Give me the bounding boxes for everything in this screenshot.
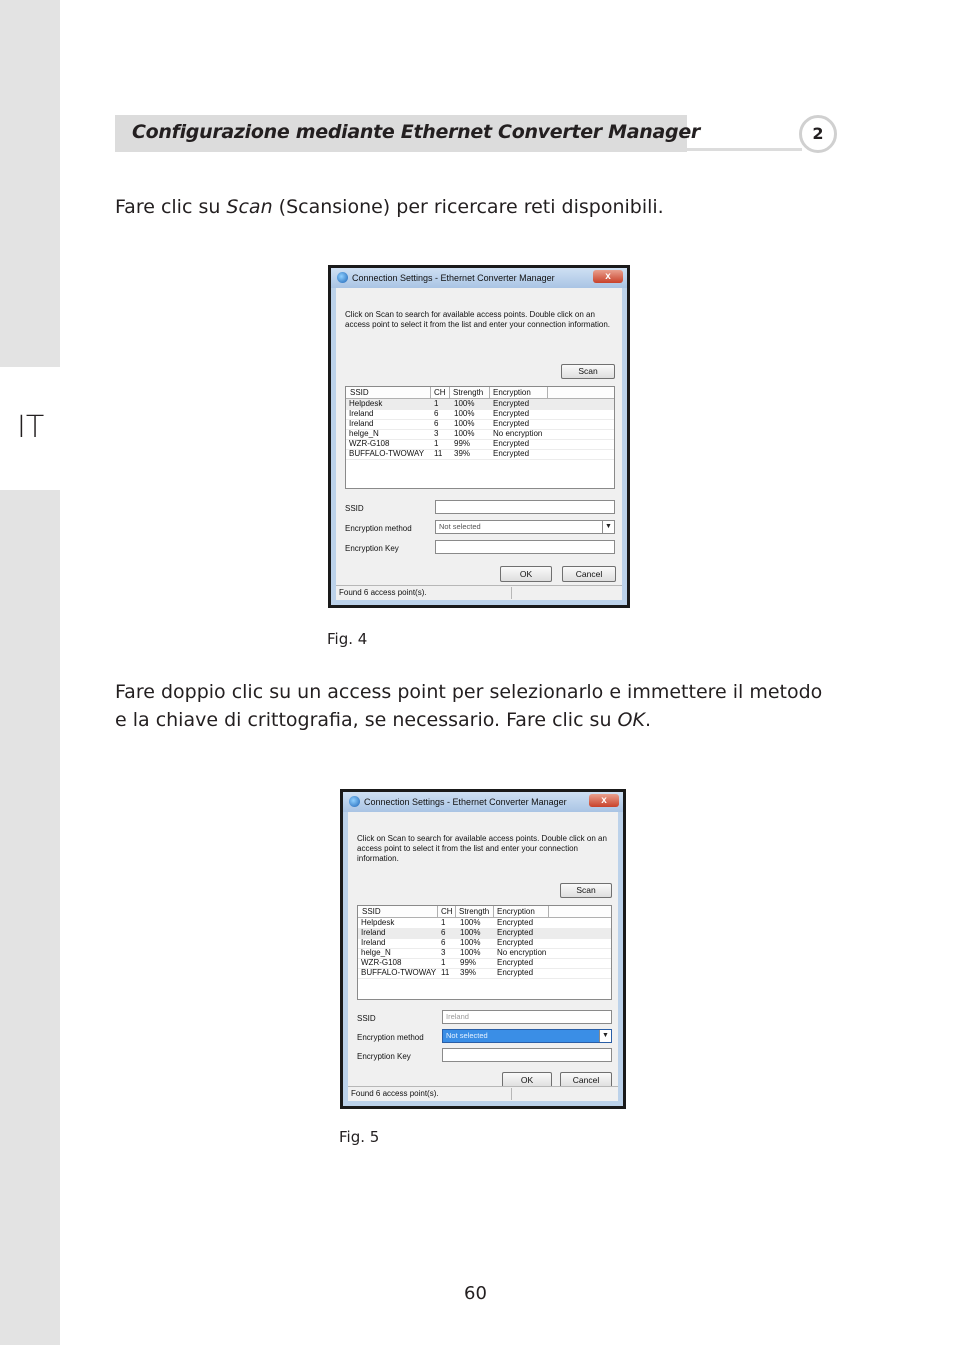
paragraph-double-click-emphasis: OK — [617, 709, 645, 731]
scan-button[interactable]: Scan — [560, 883, 612, 898]
ssid-label: SSID — [357, 1014, 376, 1023]
status-text: Found 6 access point(s). — [339, 588, 427, 597]
row-encryption: No encryption — [497, 948, 547, 957]
row-ssid: helge_N — [349, 429, 379, 438]
row-ch: 6 — [441, 938, 446, 947]
encryption-key-input[interactable] — [442, 1048, 612, 1062]
language-tab-label: IT — [17, 410, 45, 445]
row-strength: 100% — [454, 429, 475, 438]
row-ch: 1 — [434, 439, 439, 448]
paragraph-scan-emphasis: Scan — [226, 196, 273, 218]
column-ssid[interactable]: SSID — [362, 907, 381, 916]
row-strength: 39% — [460, 968, 477, 977]
row-ssid: Ireland — [361, 928, 386, 937]
chapter-badge: 2 — [799, 115, 837, 153]
chevron-down-icon[interactable]: ▼ — [599, 1030, 611, 1042]
row-encryption: Encrypted — [493, 399, 530, 408]
encryption-method-select[interactable] — [435, 520, 615, 534]
row-ch: 1 — [441, 918, 446, 927]
row-ssid: BUFFALO-TWOWAY — [361, 968, 437, 977]
status-bar — [348, 1086, 618, 1101]
scan-button[interactable]: Scan — [561, 364, 615, 379]
row-ch: 3 — [434, 429, 439, 438]
encryption-key-label: Encryption Key — [345, 544, 399, 553]
row-ch: 11 — [434, 449, 443, 458]
row-strength: 39% — [454, 449, 471, 458]
row-strength: 99% — [460, 958, 477, 967]
row-strength: 100% — [460, 928, 481, 937]
ssid-input[interactable] — [435, 500, 615, 514]
close-button[interactable]: x — [593, 270, 623, 283]
ssid-label: SSID — [345, 504, 364, 513]
row-ch: 1 — [441, 958, 446, 967]
encryption-key-input[interactable] — [435, 540, 615, 554]
paragraph-double-click-text-end: . — [644, 709, 652, 731]
figure-5-caption: Fig. 5 — [339, 1128, 380, 1146]
status-text: Found 6 access point(s). — [351, 1089, 439, 1098]
page-number: 60 — [464, 1283, 487, 1304]
dialog-instructions: Click on Scan to search for available access points. Double click on an access point to select it from the list and enter your connection information. — [345, 310, 611, 329]
column-encryption[interactable]: Encryption — [497, 907, 535, 916]
chevron-down-icon[interactable]: ▼ — [602, 521, 614, 533]
list-header — [346, 387, 614, 399]
paragraph-double-click — [115, 678, 835, 734]
column-ch[interactable]: CH — [441, 907, 453, 916]
encryption-key-label: Encryption Key — [357, 1052, 411, 1061]
row-ch: 11 — [441, 968, 450, 977]
column-ch[interactable]: CH — [434, 388, 446, 397]
cancel-button[interactable]: Cancel — [562, 566, 616, 582]
paragraph-scan-text-end: (Scansione) per ricercare reti disponibili. — [272, 196, 664, 218]
row-ssid: BUFFALO-TWOWAY — [349, 449, 425, 458]
row-ssid: Ireland — [349, 419, 374, 428]
row-strength: 100% — [454, 409, 475, 418]
ssid-input[interactable]: Ireland — [442, 1010, 612, 1024]
row-ch: 1 — [434, 399, 439, 408]
row-ch: 6 — [434, 419, 439, 428]
dialog-title: Connection Settings - Ethernet Converter Manager — [364, 797, 567, 807]
row-encryption: Encrypted — [493, 439, 530, 448]
table-row[interactable] — [346, 449, 614, 460]
figure-5-screenshot — [340, 789, 626, 1109]
section-header-rule — [687, 148, 802, 151]
row-ssid: Helpdesk — [361, 918, 395, 927]
row-encryption: Encrypted — [497, 928, 534, 937]
ok-button[interactable]: OK — [502, 1072, 552, 1088]
encryption-method-select[interactable] — [442, 1029, 612, 1043]
row-strength: 100% — [460, 918, 481, 927]
column-strength[interactable]: Strength — [459, 907, 490, 916]
dialog-titlebar — [343, 792, 623, 812]
side-tab-top — [0, 0, 60, 367]
section-title: Configurazione mediante Ethernet Converter Manager — [132, 121, 701, 143]
encryption-method-value: Not selected — [446, 1031, 488, 1040]
row-ssid: Ireland — [361, 938, 386, 947]
row-encryption: Encrypted — [497, 918, 534, 927]
dialog-titlebar — [331, 268, 627, 288]
row-encryption: No encryption — [493, 429, 543, 438]
row-ssid: WZR-G108 — [361, 958, 402, 967]
connection-settings-dialog — [343, 792, 623, 1106]
dialog-title: Connection Settings - Ethernet Converter Manager — [352, 273, 555, 283]
app-globe-icon — [349, 796, 360, 807]
row-encryption: Encrypted — [493, 419, 530, 428]
table-row[interactable] — [358, 968, 611, 979]
row-encryption: Encrypted — [497, 968, 534, 977]
list-header — [358, 906, 611, 918]
connection-settings-dialog — [331, 268, 627, 605]
dialog-client-area — [348, 812, 618, 1101]
row-strength: 100% — [454, 419, 475, 428]
row-encryption: Encrypted — [497, 958, 534, 967]
cancel-button[interactable]: Cancel — [560, 1072, 612, 1088]
figure-4-screenshot — [328, 265, 630, 608]
row-ssid: helge_N — [361, 948, 391, 957]
encryption-method-label: Encryption method — [357, 1033, 424, 1042]
column-strength[interactable]: Strength — [453, 388, 484, 397]
paragraph-scan-text: Fare clic su — [115, 196, 227, 218]
row-ssid: Ireland — [349, 409, 374, 418]
figure-4-caption: Fig. 4 — [327, 630, 368, 648]
row-ssid: Helpdesk — [349, 399, 383, 408]
row-strength: 99% — [454, 439, 471, 448]
ok-button[interactable]: OK — [500, 566, 552, 582]
encryption-method-value: Not selected — [439, 522, 481, 531]
row-strength: 100% — [460, 948, 481, 957]
row-encryption: Encrypted — [497, 938, 534, 947]
dialog-client-area — [336, 288, 622, 600]
paragraph-double-click-text: Fare doppio clic su un access point per selezionarlo e immettere il metodo e la chiave di crittografia, se necessario. Fare clic su — [115, 681, 823, 731]
access-point-list[interactable] — [357, 905, 612, 1000]
column-ssid[interactable]: SSID — [350, 388, 369, 397]
row-ch: 6 — [441, 928, 446, 937]
row-encryption: Encrypted — [493, 449, 530, 458]
row-strength: 100% — [454, 399, 475, 408]
row-ch: 3 — [441, 948, 446, 957]
dialog-instructions: Click on Scan to search for available access points. Double click on an access point to select it from the list and enter your connection information. — [357, 834, 607, 863]
row-ch: 6 — [434, 409, 439, 418]
row-ssid: WZR-G108 — [349, 439, 390, 448]
app-globe-icon — [337, 272, 348, 283]
status-bar — [336, 585, 622, 600]
side-tab-bottom — [0, 490, 60, 1345]
row-encryption: Encrypted — [493, 409, 530, 418]
close-button[interactable]: x — [589, 794, 619, 807]
paragraph-scan — [115, 193, 835, 221]
column-encryption[interactable]: Encryption — [493, 388, 531, 397]
access-point-list[interactable] — [345, 386, 615, 489]
row-strength: 100% — [460, 938, 481, 947]
encryption-method-label: Encryption method — [345, 524, 412, 533]
